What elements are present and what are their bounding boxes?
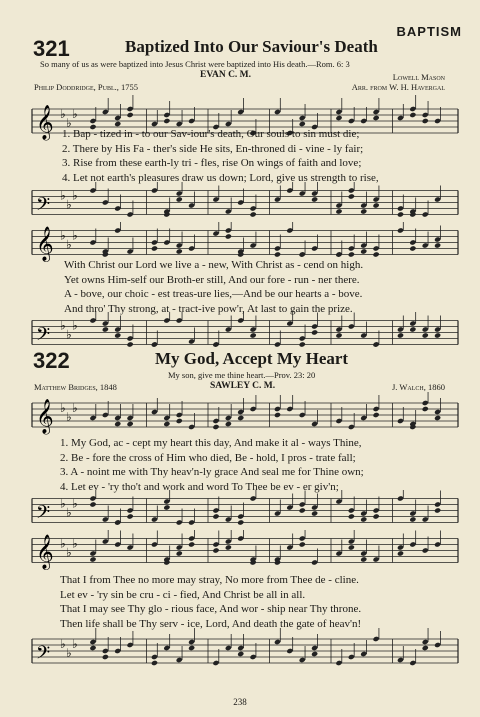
svg-text:♭: ♭	[60, 318, 66, 333]
svg-text:♭: ♭	[66, 237, 72, 252]
svg-text:♭: ♭	[60, 637, 66, 651]
lyrics-block	[64, 258, 363, 316]
svg-text:♭: ♭	[72, 536, 78, 551]
lyrics-block	[62, 127, 379, 185]
music-staff	[30, 392, 460, 442]
hymn-number: 322	[33, 348, 70, 373]
lyric-line: 4. Let ev - 'ry tho't and work and word To Thee be ev - er giv'n;	[60, 480, 339, 493]
svg-text:𝄞: 𝄞	[36, 105, 54, 140]
scripture-reference: My son, give me thine heart.—Prov. 23: 20	[168, 370, 316, 380]
svg-text:♭: ♭	[66, 646, 72, 660]
lyrics-block	[60, 436, 364, 494]
lyric-line: 2. Be - fore the cross of Him who died, Be - hold, I pros - trate fall;	[60, 451, 356, 464]
lyric-line: Then life shall be Thy serv - ice, Lord, And death the gate of heav'n!	[60, 617, 362, 630]
arranger: Arr. from W. H. Havergal	[351, 82, 445, 92]
lyric-line: With Christ our Lord we live a - new, With Christ as - cend on high.	[64, 259, 364, 271]
scripture-reference: So many of us as were baptized into Jesus Christ were baptized into His death.—Rom. 6: 3	[40, 59, 350, 69]
svg-text:𝄢: 𝄢	[36, 324, 51, 350]
svg-text:𝄞: 𝄞	[36, 399, 54, 434]
lyric-line: That I may see Thy glo - rious face, And wor - ship near Thy throne.	[60, 603, 362, 615]
music-staff	[30, 182, 460, 227]
lyric-line: 1. Bap - tized in - to our Sav-iour's death, Our souls to sin must die;	[62, 128, 360, 140]
page-number: 238	[233, 697, 247, 707]
lyric-line: Let ev - 'ry sin be cru - ci - fied, And Christ be all in all.	[60, 588, 306, 601]
composer: J. Walch, 1860	[391, 382, 445, 392]
svg-text:♭: ♭	[66, 410, 72, 424]
tune-name: EVAN C. M.	[200, 70, 252, 80]
lyric-line: 4. Let not earth's pleasures draw us down; Lord, give us strength to rise,	[62, 171, 379, 184]
lyric-line: 3. A - noint me with Thy heav'n-ly grace And seal me for Thine own;	[60, 466, 364, 478]
svg-text:𝄢: 𝄢	[36, 643, 51, 668]
composer: Lowell Mason	[392, 72, 445, 82]
svg-text:♭: ♭	[60, 401, 66, 415]
lyric-line: 3. Rise from these earth-ly tri - fles, rise On wings of faith and love;	[62, 157, 362, 169]
section-label: BAPTISM	[396, 24, 462, 39]
author: Philip Doddridge, Publ., 1755	[34, 82, 139, 92]
svg-text:♭: ♭	[66, 116, 72, 130]
lyrics-block	[60, 573, 361, 631]
svg-text:♭: ♭	[66, 505, 72, 520]
lyric-line: A - bove, our choic - est treas-ure lies,—And be our hearts a - bove.	[64, 288, 363, 300]
tune-name: SAWLEY C. M.	[210, 381, 276, 391]
hymn-title: My God, Accept My Heart	[155, 349, 349, 368]
svg-text:♭: ♭	[60, 536, 66, 551]
lyric-line: Yet owns Him-self our Broth-er still, And our fore - run - ner there.	[64, 273, 360, 286]
svg-text:𝄢: 𝄢	[36, 194, 51, 220]
svg-text:♭: ♭	[66, 197, 72, 212]
music-staff	[30, 628, 460, 678]
lyric-line: That I from Thee no more may stray, No more from Thee de - cline.	[60, 574, 359, 586]
svg-text:♭: ♭	[72, 318, 78, 333]
svg-text:♭: ♭	[66, 545, 72, 560]
svg-text:♭: ♭	[60, 228, 66, 243]
hymn-number: 321	[33, 36, 70, 61]
hymn-title: Baptized Into Our Saviour's Death	[125, 37, 378, 56]
svg-text:♭: ♭	[60, 107, 66, 121]
svg-text:♭: ♭	[72, 401, 78, 415]
lyric-line: And thro' Thy strong, at - tract-ive pow'r, At last to gain the prize.	[64, 302, 353, 315]
music-staff	[30, 530, 460, 575]
svg-text:♭: ♭	[66, 327, 72, 342]
svg-text:♭: ♭	[72, 188, 78, 203]
svg-text:♭: ♭	[72, 107, 78, 121]
author: Matthew Bridges, 1848	[34, 382, 117, 392]
svg-text:♭: ♭	[72, 637, 78, 651]
svg-text:𝄢: 𝄢	[36, 502, 51, 528]
svg-text:♭: ♭	[60, 188, 66, 203]
svg-text:𝄞: 𝄞	[36, 226, 54, 262]
lyric-line: 2. There by His Fa - ther's side He sits, En-throned di - vine - ly fair;	[62, 142, 364, 155]
music-staff	[30, 490, 460, 535]
svg-text:♭: ♭	[72, 228, 78, 243]
svg-text:♭: ♭	[60, 496, 66, 511]
lyric-line: 1. My God, ac - cept my heart this day, And make it al - ways Thine,	[60, 437, 362, 449]
svg-text:𝄞: 𝄞	[36, 534, 54, 570]
svg-text:♭: ♭	[72, 496, 78, 511]
